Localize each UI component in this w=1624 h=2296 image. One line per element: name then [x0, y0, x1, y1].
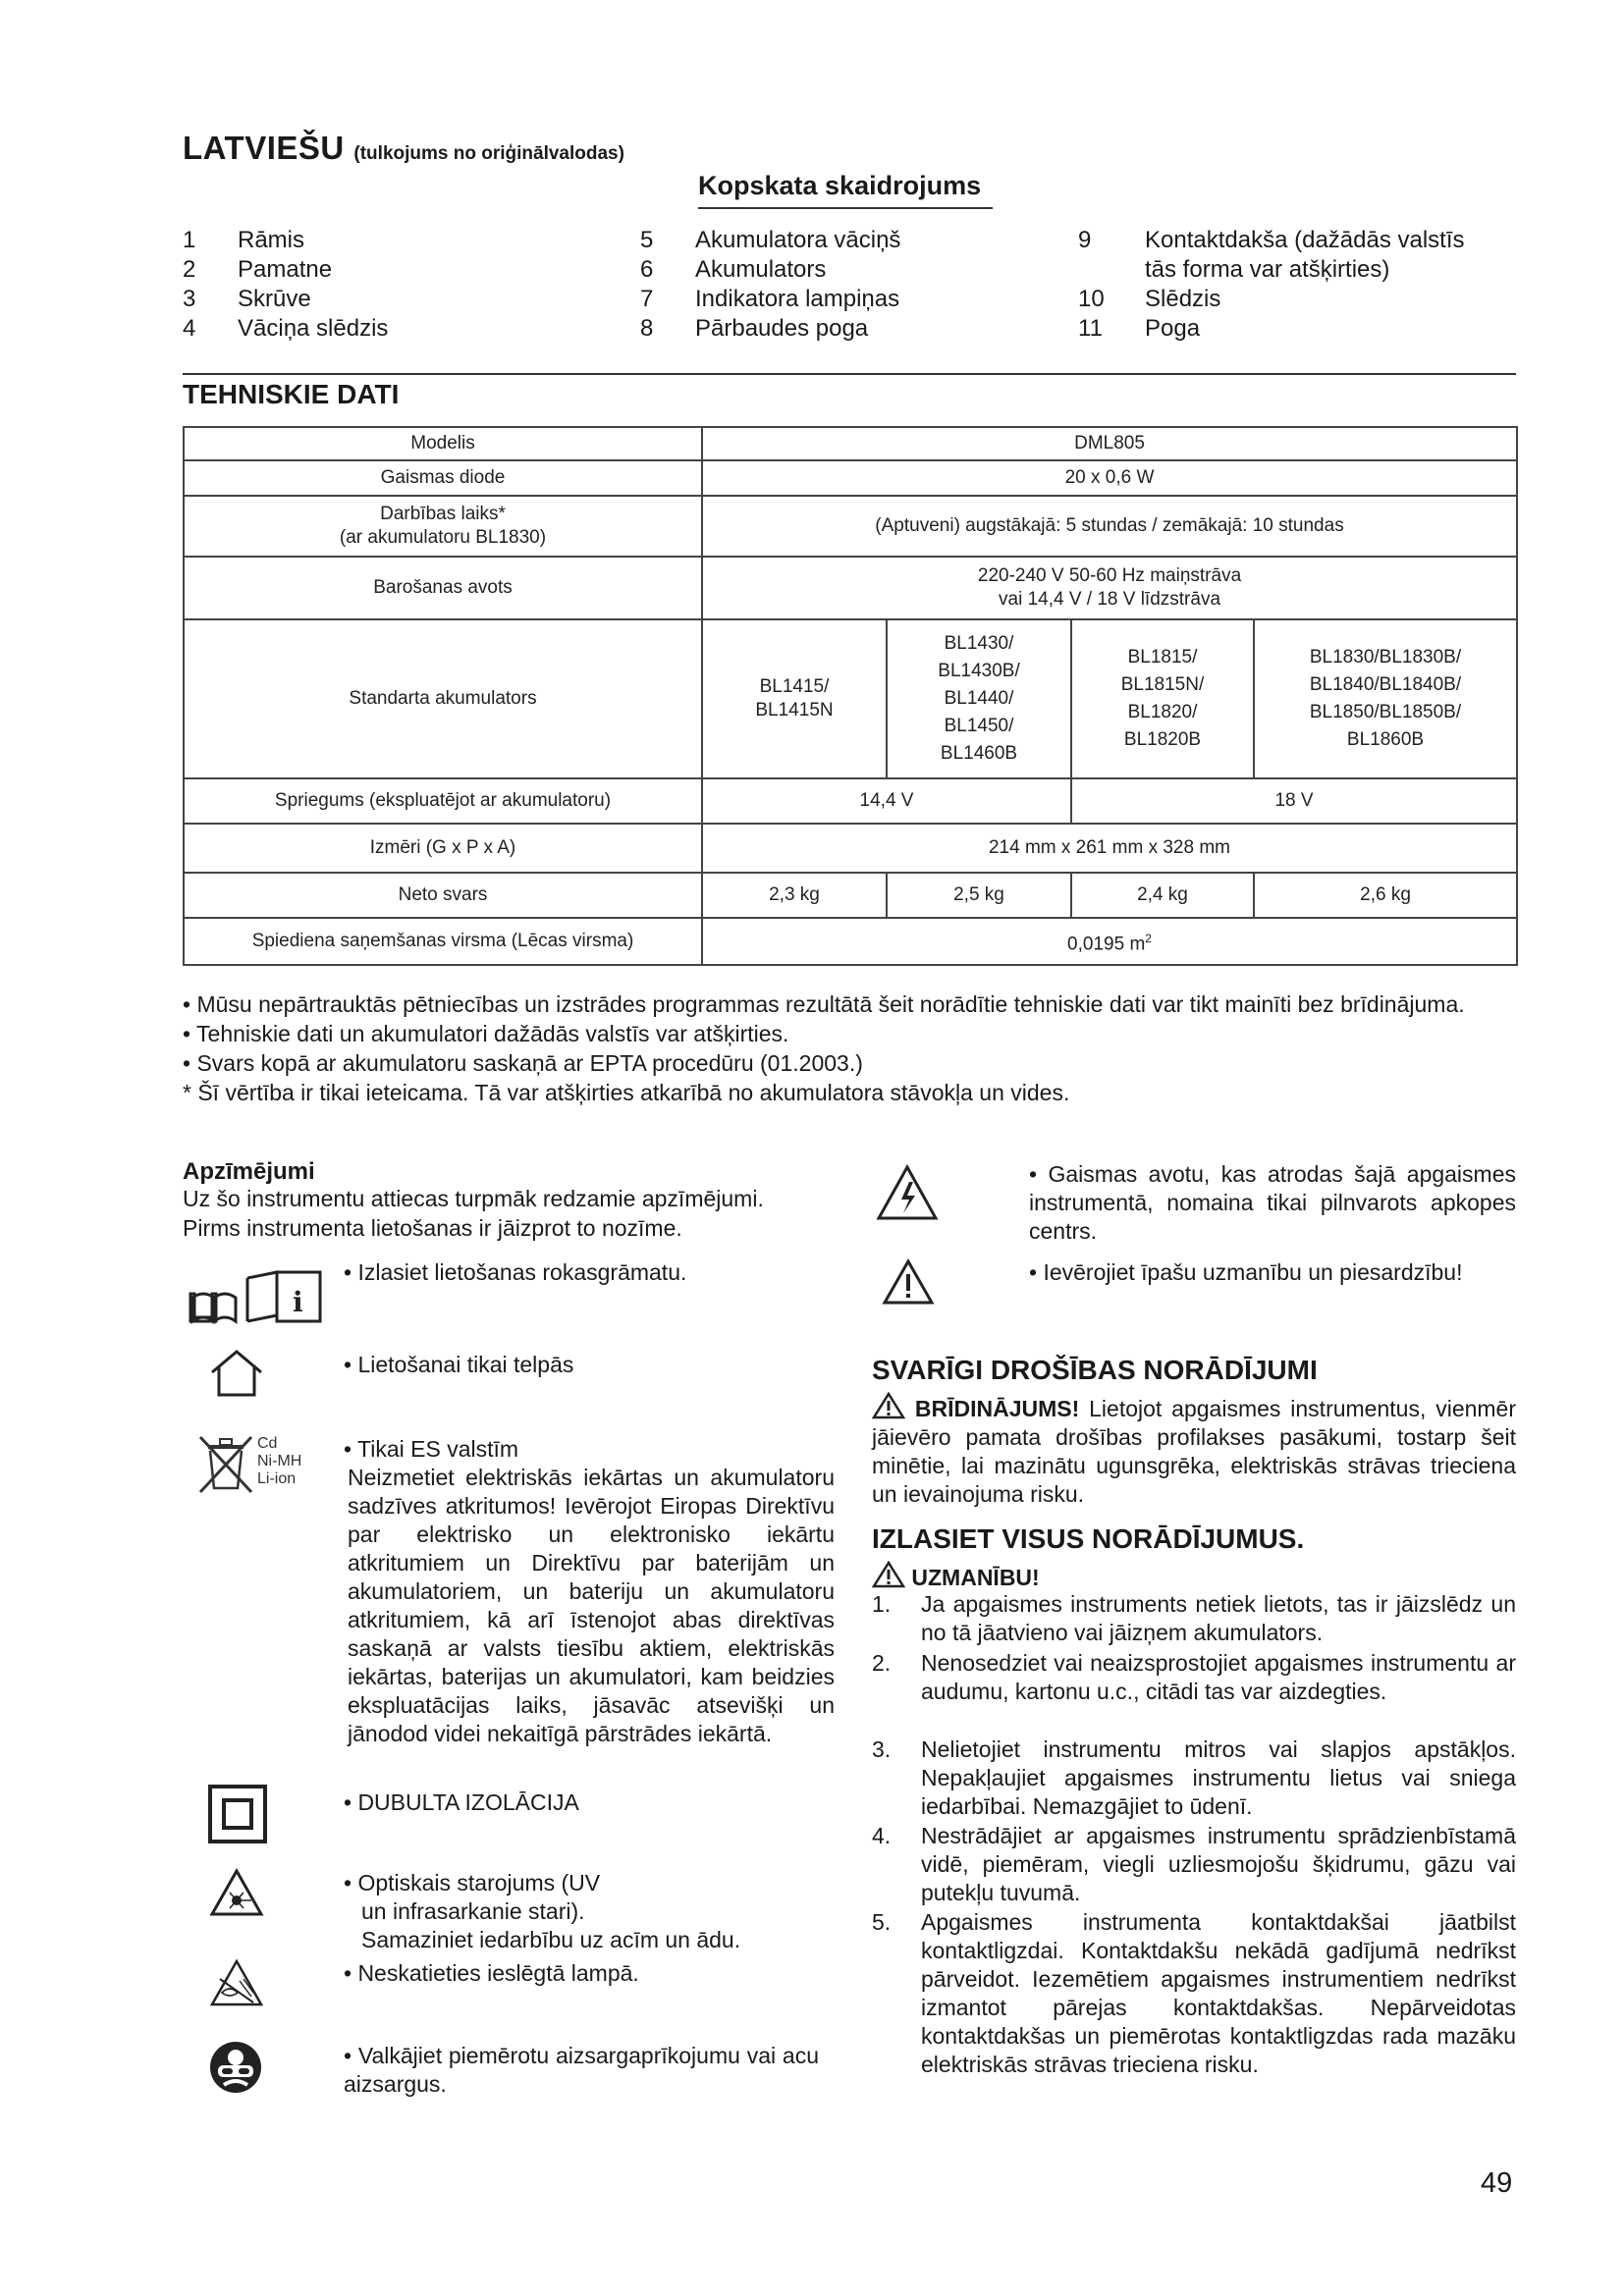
part-label: Vāciņa slēdzis: [238, 315, 389, 342]
optical-radiation-text: [344, 1869, 854, 1954]
spec-value: [702, 918, 1517, 965]
part-item: [1078, 285, 1465, 314]
symbols-intro: [183, 1184, 870, 1243]
part-number: 7: [640, 286, 654, 312]
spec-value: 18 V: [1071, 778, 1517, 824]
part-label: Pārbaudes poga: [695, 315, 869, 342]
battery-model: BL1450/: [944, 716, 1014, 736]
note-item: • Mūsu nepārtrauktās pētniecības un izstrādes programmas rezultātā šeit norādītie tehniskie dati var tikt mainīti bez brīdinājuma.: [183, 991, 1465, 1017]
spec-value: 2,6 kg: [1254, 873, 1517, 918]
part-item: [640, 226, 900, 255]
page-number: 49: [1481, 2167, 1513, 2199]
battery-group: [702, 619, 887, 778]
spec-value: [702, 557, 1517, 619]
bin-labels: [257, 1435, 301, 1488]
table-row: [184, 427, 1517, 460]
section-divider: [183, 373, 1516, 375]
warning-text: Lietojot apgaismes instrumentus, vienmēr jāievēro pamata drošības profilakses pasākumi, tostarp šeit minētie, lai mazinātu ugunsgrēka, elektriskās strāvas trieciena un ievainojuma risku.: [872, 1396, 1517, 1507]
indoor-house-icon: [208, 1349, 265, 1403]
battery-model: BL1850/BL1850B/: [1309, 702, 1462, 722]
battery-model: BL1415N: [755, 700, 834, 721]
bin-label-cd: Cd: [257, 1435, 278, 1452]
instruction-text: Nestrādājiet ar apgaismes instrumentu sprādzienbīstamā vidē, piemēram, viegli uzliesmojošu šķidrumu, gāzu vai putekļu tuvumā.: [921, 1823, 1516, 1905]
battery-model: BL1820/: [1127, 702, 1198, 722]
battery-model: BL1815N/: [1120, 674, 1205, 695]
optical-line: Samaziniet iedarbību uz acīm un ādu.: [361, 1927, 741, 1952]
electric-hazard-icon: [876, 1164, 939, 1226]
spec-value: (Aptuveni) augstākajā: 5 stundas / zemākajā: 10 stundas: [702, 496, 1517, 557]
spec-value: 2,3 kg: [702, 873, 887, 918]
table-row: [184, 460, 1517, 496]
area-value: 0,0195 m: [1067, 934, 1146, 955]
spec-value: DML805: [702, 427, 1517, 460]
battery-model: BL1830/BL1830B/: [1309, 647, 1462, 667]
part-number: 8: [640, 315, 654, 342]
parts-list-column-3: [1078, 226, 1465, 344]
safety-heading: SVARĪGI DROŠĪBAS NORĀDĪJUMI: [872, 1355, 1318, 1385]
do-not-stare-icon: [208, 1957, 265, 2013]
table-row: [184, 873, 1517, 918]
battery-group: [1254, 619, 1517, 778]
part-label: Skrūve: [238, 286, 311, 312]
tech-data-heading: TEHNISKIE DATI: [183, 379, 400, 409]
instruction-number: 2.: [872, 1650, 892, 1676]
part-item: [1078, 255, 1465, 285]
instruction-text: Nelietojiet instrumentu mitros vai slapjos apstākļos. Nepakļaujiet apgaismes instrumentu lietus vai sniega iedarbībai. Nemazgājiet to ūdenī.: [921, 1736, 1516, 1819]
table-row: [184, 619, 1517, 778]
spec-label: Standarta akumulators: [184, 619, 702, 778]
spec-label: Barošanas avots: [184, 557, 702, 619]
double-insulation-icon: [208, 1785, 267, 1848]
optical-line: un infrasarkanie stari).: [361, 1898, 585, 1924]
instruction-text: Nenosedziet vai neaizsprostojiet apgaismes instrumentu ar audumu, kartonu u.c., citādi tas var aizdegties.: [921, 1650, 1516, 1704]
overview-heading: Kopskata skaidrojums: [698, 171, 993, 209]
part-number: 6: [640, 256, 654, 283]
battery-model: BL1815/: [1127, 647, 1198, 667]
battery-group: [1071, 619, 1254, 778]
battery-model: BL1430/: [944, 633, 1014, 654]
parts-list-column-2: [640, 226, 900, 344]
eu-only-heading: • Tikai ES valstīm: [344, 1436, 519, 1462]
part-item: [183, 226, 388, 255]
do-not-stare-text: • Neskatieties ieslēgtā lampā.: [344, 1960, 639, 1986]
battery-model: BL1860B: [1346, 729, 1425, 750]
instruction-item: [872, 1735, 1516, 1821]
part-number: 3: [183, 286, 196, 312]
spec-table: [183, 426, 1518, 966]
instruction-item: [872, 1822, 1516, 1907]
table-row: [184, 918, 1517, 965]
part-label: Slēdzis: [1145, 286, 1221, 312]
instruction-number: 5.: [872, 1909, 892, 1935]
part-label: Rāmis: [238, 227, 305, 253]
bin-label-nimh: Ni-MH: [257, 1453, 302, 1469]
instruction-item: [872, 1908, 1516, 2079]
part-number: 10: [1078, 286, 1105, 312]
note-item: • Svars kopā ar akumulatoru saskaņā ar EPTA procedūru (01.2003.): [183, 1050, 863, 1076]
spec-label: Modelis: [184, 427, 702, 460]
svg-text:i: i: [293, 1286, 303, 1318]
warning-label: BRĪDINĀJUMS!: [914, 1396, 1080, 1421]
optical-radiation-icon: [208, 1867, 265, 1923]
caution-label-line: [872, 1561, 1040, 1592]
part-label: Poga: [1145, 315, 1201, 342]
language-title: [183, 130, 624, 167]
spec-label: Izmēri (G x P x A): [184, 824, 702, 873]
part-label: Akumulatora vāciņš: [695, 227, 901, 253]
part-item: [183, 314, 388, 344]
instruction-number: 3.: [872, 1736, 892, 1762]
spec-value: 20 x 0,6 W: [702, 460, 1517, 496]
parts-list-column-1: [183, 226, 388, 344]
caution-label: UZMANĪBU!: [911, 1565, 1040, 1590]
spec-label: Gaismas diode: [184, 460, 702, 496]
part-number: 11: [1078, 315, 1103, 342]
part-number: 5: [640, 227, 654, 253]
bin-label-liion: Li-ion: [257, 1470, 297, 1487]
light-source-text: • Gaismas avotu, kas atrodas šajā apgaismes instrumentā, nomaina tikai pilnvarots apkopes centrs.: [1029, 1161, 1516, 1244]
spec-value: 14,4 V: [702, 778, 1071, 824]
battery-model: BL1460B: [940, 743, 1018, 764]
caution-text: • Ievērojiet īpašu uzmanību un piesardzību!: [1029, 1259, 1463, 1285]
part-number: 1: [183, 227, 196, 253]
part-number: 2: [183, 256, 196, 283]
caution-icon: [882, 1258, 935, 1310]
power-dc: vai 14,4 V / 18 V līdzstrāva: [999, 589, 1221, 610]
warning-icon: [872, 1392, 905, 1419]
warning-icon: [872, 1561, 905, 1588]
instruction-number: 1.: [872, 1591, 892, 1617]
spec-value: 2,4 kg: [1071, 873, 1254, 918]
part-item: [640, 285, 900, 314]
indoor-text: • Lietošanai tikai telpās: [344, 1352, 574, 1377]
spec-notes: [183, 989, 1518, 1107]
table-row: [184, 824, 1517, 873]
power-ac: 220-240 V 50-60 Hz maiņstrāva: [977, 565, 1242, 586]
part-item: [1078, 314, 1465, 344]
spec-label: Neto svars: [184, 873, 702, 918]
battery-model: BL1820B: [1123, 729, 1202, 750]
part-label: Pamatne: [238, 256, 333, 283]
spec-label: Spiediena saņemšanas virsma (Lēcas virsma): [184, 918, 702, 965]
eye-protection-icon: [208, 2040, 263, 2100]
part-number: 9: [1078, 227, 1092, 253]
language-label: LATVIEŠU: [183, 130, 345, 166]
instruction-number: 4.: [872, 1823, 892, 1848]
part-item: [183, 285, 388, 314]
part-number: 4: [183, 315, 196, 342]
battery-group: [887, 619, 1071, 778]
part-item: [640, 314, 900, 344]
symbols-heading: Apzīmējumi: [183, 1158, 315, 1185]
part-label-continued: tās forma var atšķirties): [1145, 256, 1390, 283]
optical-line: • Optiskais starojums (UV: [344, 1870, 601, 1896]
read-all-heading: IZLASIET VISUS NORĀDĪJUMUS.: [872, 1523, 1305, 1554]
battery-model: BL1440/: [944, 688, 1014, 709]
intro-line: Pirms instrumenta lietošanas ir jāizprot to nozīme.: [183, 1215, 682, 1241]
note-item: • Tehniskie dati un akumulatori dažādās valstīs var atšķirties.: [183, 1021, 789, 1046]
double-insulation-text: • DUBULTA IZOLĀCIJA: [344, 1789, 579, 1815]
note-item: * Šī vērtība ir tikai ieteicama. Tā var atšķirties atkarībā no akumulatora stāvokļa un vides.: [183, 1080, 1070, 1105]
battery-model: BL1430B/: [938, 661, 1020, 681]
table-row: [184, 557, 1517, 619]
part-label: Akumulators: [695, 256, 827, 283]
battery-model: BL1840/BL1840B/: [1309, 674, 1462, 695]
crossed-bin-icon: [196, 1431, 255, 1501]
spec-value: 214 mm x 261 mm x 328 mm: [702, 824, 1517, 873]
read-manual-text: • Izlasiet lietošanas rokasgrāmatu.: [344, 1259, 687, 1285]
part-item: [640, 255, 900, 285]
translation-note: (tulkojums no oriģinālvalodas): [353, 143, 624, 164]
part-item: [183, 255, 388, 285]
spec-value: 2,5 kg: [887, 873, 1071, 918]
runtime-label-note: (ar akumulatoru BL1830): [339, 527, 547, 548]
instruction-item: [872, 1649, 1516, 1706]
part-label: Kontaktdakša (dažādās valstīs: [1145, 227, 1465, 253]
part-item: [1078, 226, 1465, 255]
area-unit-exponent: 2: [1145, 931, 1152, 945]
warning-paragraph: [872, 1392, 1516, 1509]
instruction-text: Ja apgaismes instruments netiek lietots, tas ir jāizslēdz un no tā jāatvieno vai jāizņem akumulators.: [921, 1591, 1516, 1645]
spec-label: Spriegums (ekspluatējot ar akumulatoru): [184, 778, 702, 824]
spec-label: [184, 496, 702, 557]
part-label: Indikatora lampiņas: [695, 286, 900, 312]
instruction-text: Apgaismes instrumenta kontaktdakšai jāatbilst kontaktligzdai. Kontaktdakšu nekādā gadījumā nedrīkst pārveidot. Iezemētiem apgaismes instrumentiem nedrīkst izmantot pārejas kontaktdakšas. Nepārveidotas kontaktdakšas un piemērotas kontaktligzdas rada mazāku elektriskās strāvas trieciena risku.: [921, 1909, 1516, 2077]
eye-protection-text: • Valkājiet piemērotu aizsargaprīkojumu vai acu aizsargus.: [344, 2043, 819, 2097]
table-row: [184, 496, 1517, 557]
battery-model: BL1415/: [759, 676, 830, 697]
intro-line: Uz šo instrumentu attiecas turpmāk redzamie apzīmējumi.: [183, 1186, 764, 1211]
eu-disposal-text: Neizmetiet elektriskās iekārtas un akumulatoru sadzīves atkritumos! Ievērojot Eiropas Direktīvu par elektrisko un elektronisko iekārtu atkritumiem un Direktīvu par baterijām un akumulatoriem, un bateriju un akumulatoru atkritumiem, kā arī īstenojot abas direktīvas saskaņā ar valsts tiesību aktiem, elektriskās iekārtas, baterijas un akumulatori, kam beidzies ekspluatācijas laiks, jāsavāc atsevišķi un jānodod videi nekaitīgā pārstrādes iekārtā.: [348, 1465, 835, 1746]
read-manual-icon: [187, 1268, 324, 1330]
instruction-item: [872, 1590, 1516, 1647]
runtime-label: Darbības laiks*: [380, 504, 506, 524]
table-row: [184, 778, 1517, 824]
